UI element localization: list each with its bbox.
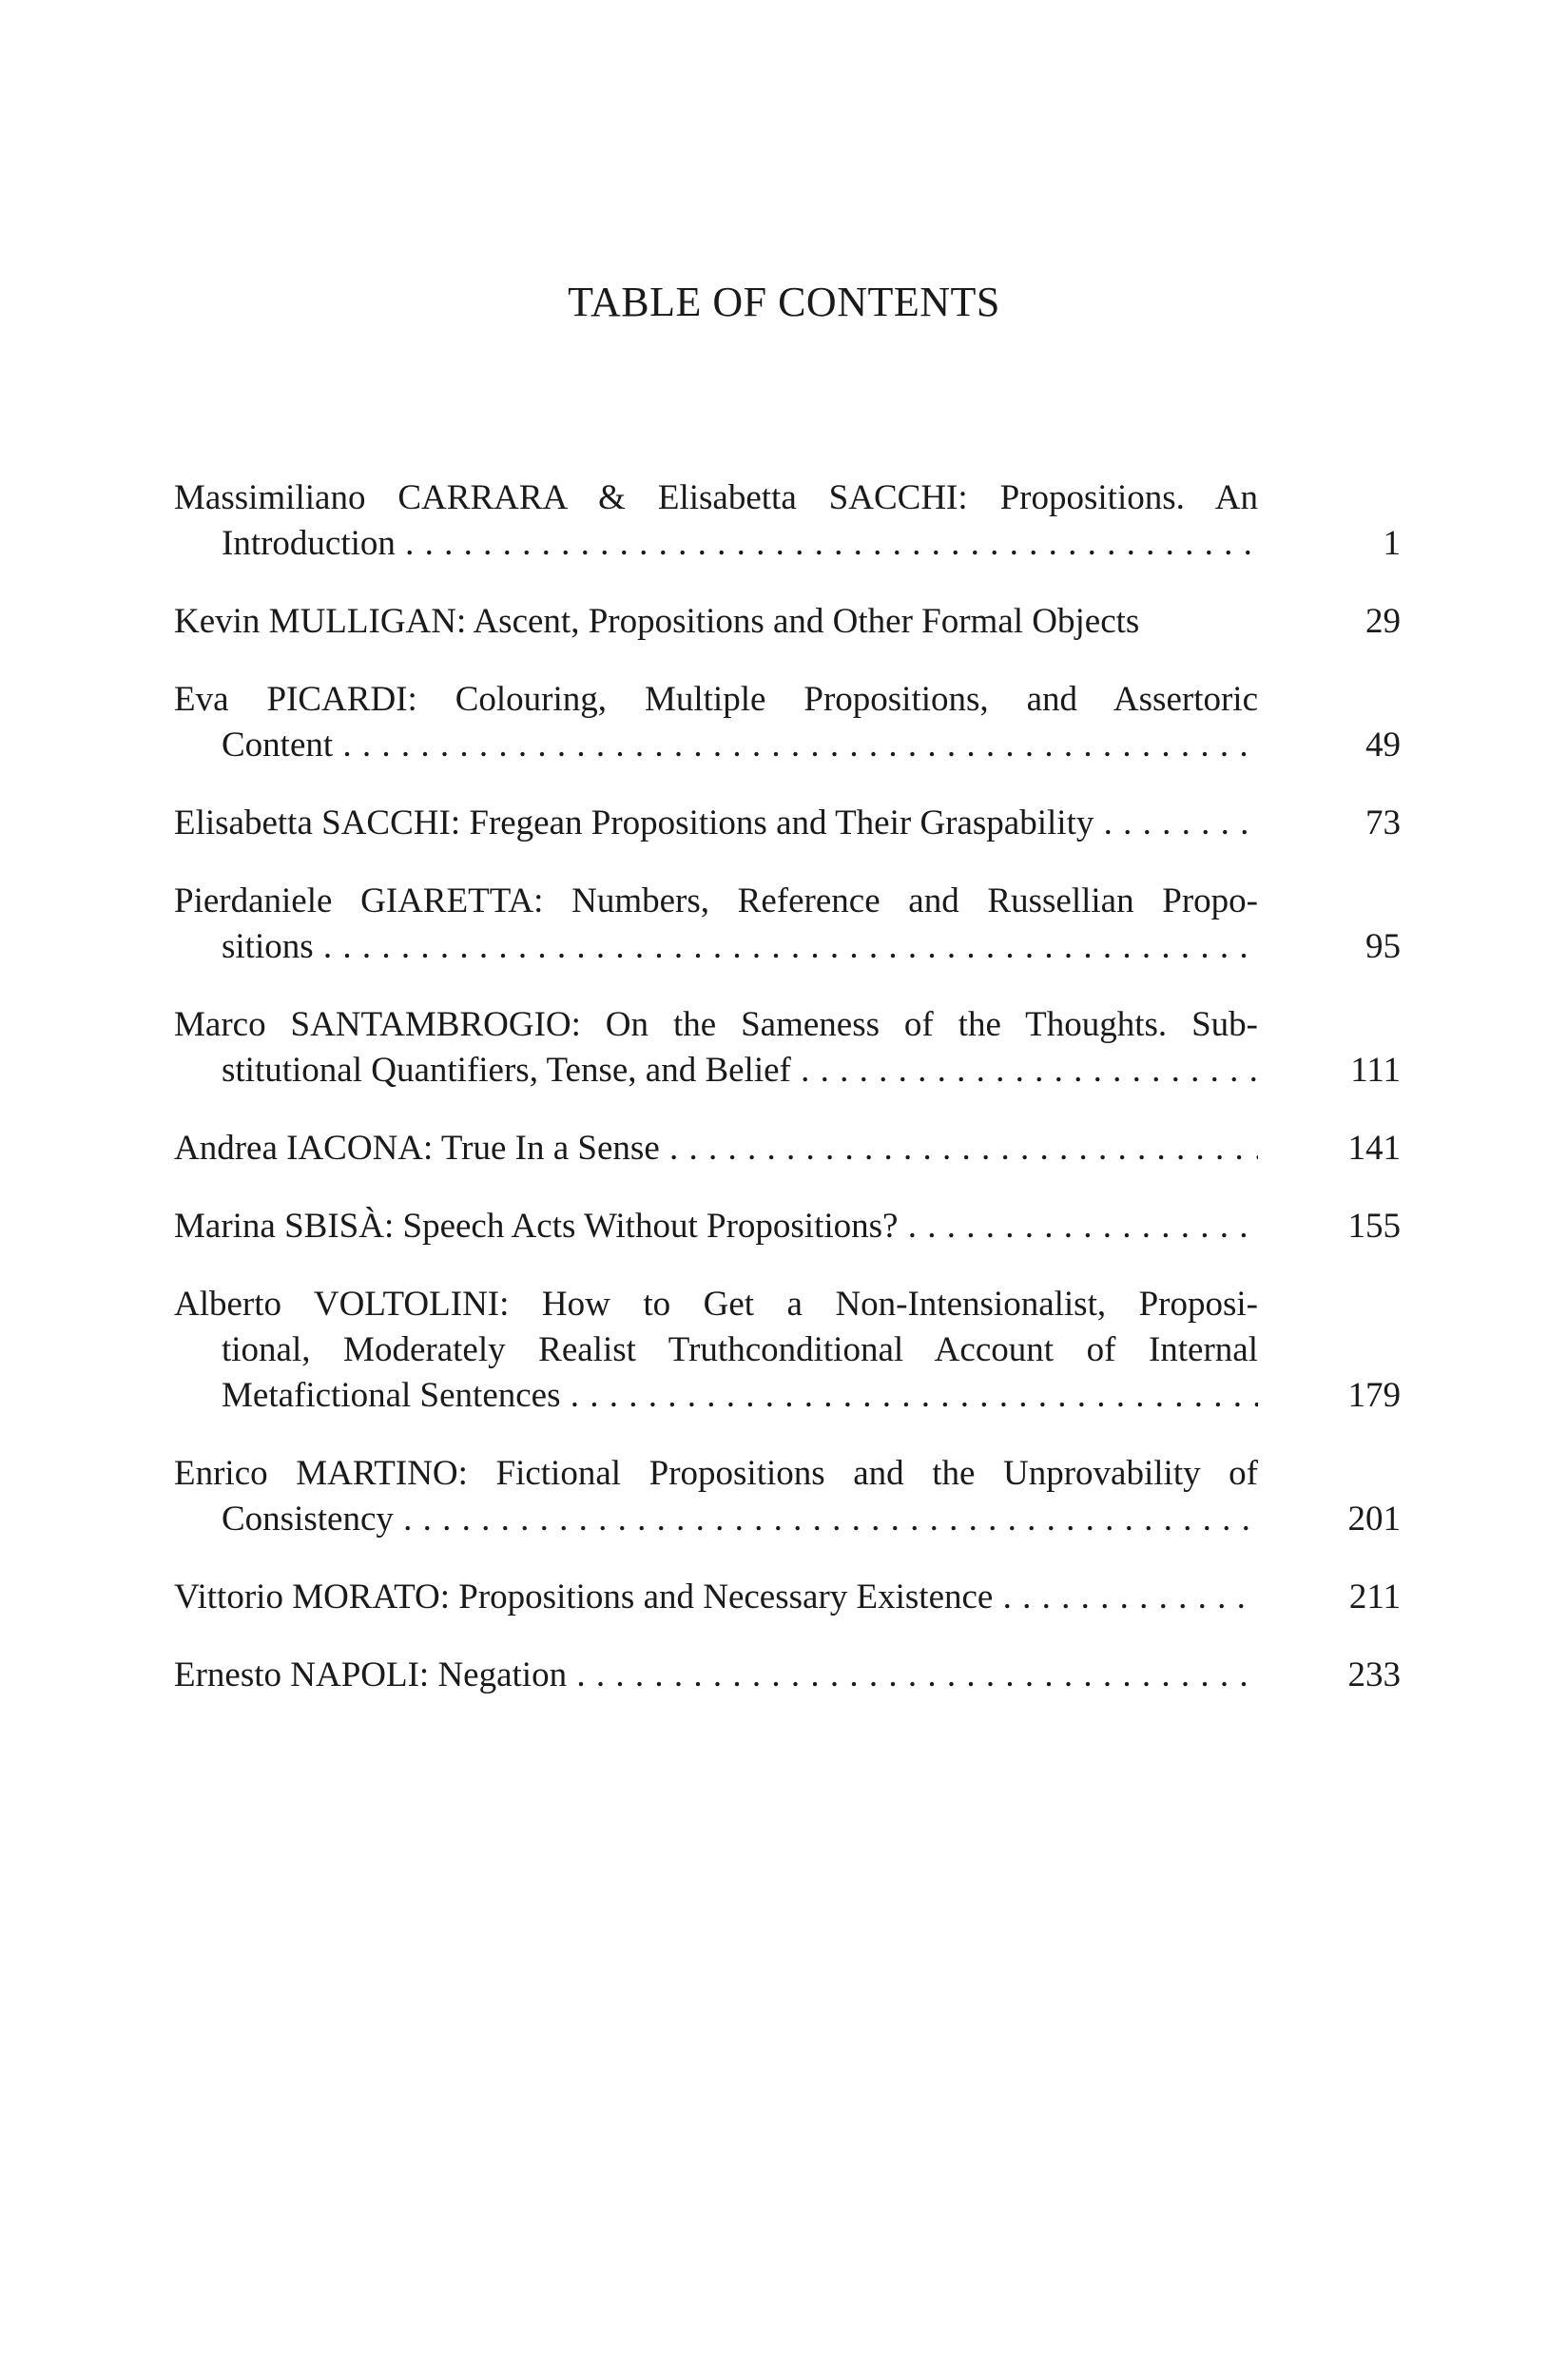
toc-entry-line: Alberto VOLTOLINI: How to Get a Non-Intensionalist, Proposi- bbox=[174, 1285, 1258, 1324]
dot-leader bbox=[993, 1578, 1258, 1617]
toc-entry-line: Eva PICARDI: Colouring, Multiple Propositions, and Assertoric bbox=[174, 680, 1258, 719]
toc-page-number: 73 bbox=[1365, 803, 1401, 842]
toc-entry bbox=[174, 1653, 1401, 1698]
toc-page-number: 49 bbox=[1365, 726, 1401, 765]
toc-entry-line: Vittorio MORATO: Propositions and Necessary Existence . . . bbox=[174, 1575, 1258, 1620]
toc-list bbox=[174, 475, 1401, 1731]
toc-page-number: 111 bbox=[1350, 1051, 1401, 1090]
toc-entry bbox=[174, 879, 1401, 970]
toc-entry bbox=[174, 599, 1401, 645]
toc-entry bbox=[174, 1282, 1401, 1419]
dot-leader bbox=[898, 1207, 1258, 1246]
toc-entry-line: Massimiliano CARRARA & Elisabetta SACCHI: Propositions. An bbox=[174, 478, 1258, 517]
toc-entry-line: Consistency . . . bbox=[174, 1497, 1258, 1542]
dot-leader bbox=[333, 726, 1258, 765]
dot-leader bbox=[1094, 803, 1258, 842]
dot-leader bbox=[660, 1129, 1258, 1168]
toc-entry bbox=[174, 1126, 1401, 1171]
toc-entry-line: stitutional Quantifiers, Tense, and Belief . . . bbox=[174, 1048, 1258, 1094]
toc-entry-line: Kevin MULLIGAN: Ascent, Propositions and Other Formal Objects bbox=[174, 602, 1140, 641]
toc-entry-line: Pierdaniele GIARETTA: Numbers, Reference and Russellian Propo- bbox=[174, 881, 1258, 920]
toc-entry-line: Enrico MARTINO: Fictional Propositions and the Unprovability of bbox=[174, 1454, 1258, 1493]
toc-page-number: 1 bbox=[1383, 524, 1401, 563]
dot-leader bbox=[314, 927, 1258, 966]
dot-leader bbox=[791, 1051, 1258, 1090]
toc-page-number: 233 bbox=[1347, 1655, 1401, 1694]
toc-entry bbox=[174, 475, 1401, 567]
toc-entry bbox=[174, 677, 1401, 768]
toc-entry bbox=[174, 1204, 1401, 1249]
toc-entry-line: Andrea IACONA: True In a Sense . . . bbox=[174, 1126, 1258, 1171]
toc-entry-line: Marco SANTAMBROGIO: On the Sameness of the Thoughts. Sub- bbox=[174, 1005, 1258, 1044]
toc-page-number: 201 bbox=[1347, 1500, 1401, 1539]
toc-entry bbox=[174, 1451, 1401, 1542]
toc-entry bbox=[174, 1575, 1401, 1620]
toc-entry-line: Introduction . . . bbox=[174, 521, 1258, 567]
toc-entry-line: Elisabetta SACCHI: Fregean Propositions and Their Graspability . . . bbox=[174, 801, 1258, 846]
toc-entry bbox=[174, 1002, 1401, 1094]
toc-page-number: 29 bbox=[1365, 602, 1401, 641]
toc-page-number: 179 bbox=[1347, 1376, 1401, 1415]
toc-page-number: 141 bbox=[1347, 1129, 1401, 1168]
dot-leader bbox=[394, 1500, 1258, 1539]
toc-entry-line: Marina SBISÀ: Speech Acts Without Propositions? . . . bbox=[174, 1204, 1258, 1249]
toc-page-number: 95 bbox=[1365, 927, 1401, 966]
toc-page-number: 155 bbox=[1347, 1207, 1401, 1246]
toc-entry bbox=[174, 801, 1401, 846]
dot-leader bbox=[396, 524, 1258, 563]
toc-entry-line: Content . . . bbox=[174, 723, 1258, 768]
toc-entry-line: tional, Moderately Realist Truthconditional Account of Internal bbox=[222, 1330, 1258, 1369]
toc-entry-line: sitions . . . bbox=[174, 924, 1258, 970]
page-title: TABLE OF CONTENTS bbox=[568, 279, 1000, 325]
dot-leader bbox=[561, 1376, 1258, 1415]
dot-leader bbox=[567, 1655, 1258, 1694]
toc-entry-line: Metafictional Sentences . . . bbox=[174, 1373, 1258, 1419]
toc-entry-line: Ernesto NAPOLI: Negation . . . bbox=[174, 1653, 1258, 1698]
toc-page-number: 211 bbox=[1348, 1578, 1401, 1617]
